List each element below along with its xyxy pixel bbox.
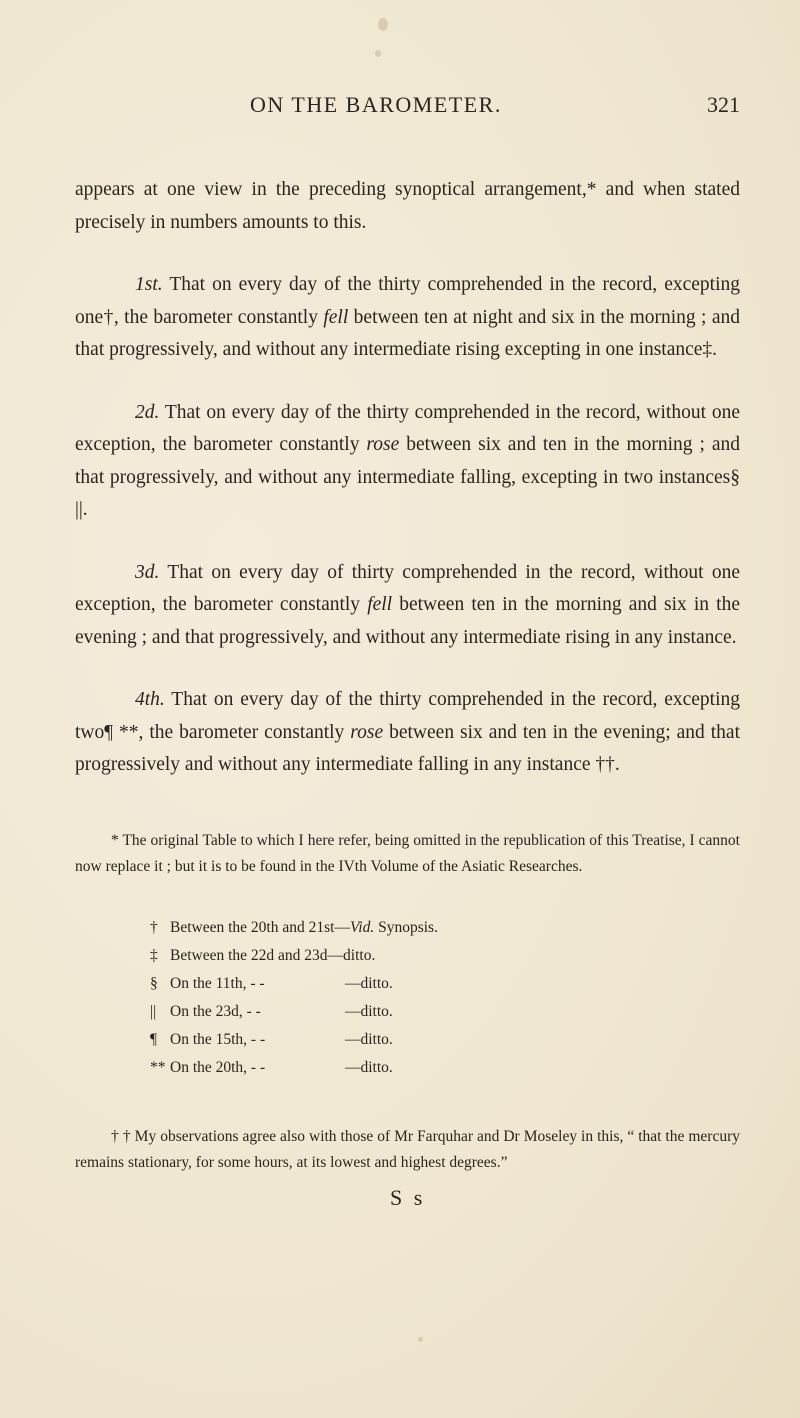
footnote-observations: † † My observations agree also with those of Mr Farquhar and Dr Moseley in this, “ that the mercury remains stationary, for some hours, at its lowest and highest degrees.” [75, 1128, 740, 1171]
footnote-ref-italic: Vid. [349, 919, 375, 936]
finding-paragraph-4 [75, 684, 740, 782]
footnote-row [150, 942, 438, 970]
finding-number: 2d. [135, 401, 160, 423]
footnote-dash: — [345, 1059, 361, 1076]
footnote-ref-text: ditto. [360, 1003, 393, 1020]
footnote-list [150, 914, 438, 1082]
footnote-row [150, 998, 438, 1026]
finding-paragraph-1 [75, 269, 740, 367]
finding-number: 3d. [135, 561, 160, 583]
finding-text: between six and ten in the evening; and that progressively and without any intermediate falling in any instance ††. [75, 721, 740, 775]
footnote-place: Between the 20th and 21st [170, 919, 335, 936]
footnote-mark: || [150, 1003, 157, 1020]
footnote-mark: ** [150, 1059, 166, 1076]
footnote-row [150, 1026, 438, 1054]
signature-mark: S s [390, 1185, 426, 1210]
page-header [80, 92, 740, 128]
finding-number: 1st. [135, 274, 163, 295]
running-title: ON THE BAROMETER. [250, 92, 502, 117]
foxing-spot [418, 1337, 423, 1342]
footnote-mark: ¶ [150, 1031, 158, 1048]
footnote-ref [328, 942, 376, 970]
footnote-ref-text: ditto. [360, 975, 393, 992]
foxing-spot [375, 50, 381, 57]
finding-paragraph-2 [75, 397, 740, 527]
finding-emphasis: fell [323, 306, 349, 328]
footnote-dash: — [327, 947, 344, 964]
footnote-ref-text: ditto. [360, 1059, 393, 1076]
intro-paragraph: appears at one view in the preceding synoptical arrangement,* and when stated precisely in numbers amounts to this. [75, 179, 740, 233]
footnote-dash: — [345, 1003, 361, 1020]
finding-paragraph-3 [75, 557, 740, 655]
footnote-ref-text: Synopsis. [374, 919, 438, 936]
footnote-mark: † [150, 919, 158, 936]
footnote-row [150, 970, 438, 998]
finding-text: That on every day of the thirty comprehended in the record, without one exception, the barometer constantly [75, 401, 740, 455]
footnote-place: On the 11th, - - [170, 975, 265, 992]
main-text [75, 174, 740, 812]
footnote-ref [345, 970, 393, 998]
footnote-place: On the 23d, - - [170, 1003, 261, 1020]
footnote-ref [345, 998, 393, 1026]
finding-text: That on every day of the thirty comprehended in the record, excepting one†, the barometer constantly [75, 274, 740, 328]
finding-emphasis: rose [366, 434, 400, 455]
finding-text: That on every day of the thirty comprehended in the record, excepting two¶ **, the barometer constantly [75, 689, 740, 743]
footnote-ref [345, 1054, 393, 1082]
footnote-place: Between the 22d and 23d [170, 947, 328, 964]
footnote-dash: — [345, 975, 361, 992]
footnote-ref [345, 1026, 393, 1054]
footnote-dash: — [334, 919, 350, 936]
foxing-spot [378, 18, 388, 31]
footnote-place: On the 20th, - - [170, 1059, 266, 1076]
footnote-ref-text: ditto. [343, 947, 376, 964]
finding-text: between ten in the morning and six in the evening ; and that progressively, and without any intermediate rising in any instance. [75, 594, 740, 648]
finding-text: between six and ten in the morning ; and that progressively, and without any intermediate falling, excepting in two instances§ ||. [75, 434, 740, 520]
footnote-mark: § [150, 975, 158, 992]
finding-emphasis: rose [350, 721, 384, 743]
footnote-dash: — [345, 1031, 361, 1048]
footnote-mark: ‡ [150, 947, 158, 964]
footnote-place: On the 15th, - - [170, 1031, 266, 1048]
finding-text: That on every day of thirty comprehended in the record, without one exception, the barometer constantly [75, 561, 740, 615]
footnote-row [150, 1054, 438, 1082]
footnote-ref [334, 914, 438, 942]
footnote-row [150, 914, 438, 942]
footnote-table-reference: * The original Table to which I here refer, being omitted in the republication of this Treatise, I cannot now replace it ; but it is to be found in the IVth Volume of the Asiatic Researches. [75, 832, 740, 875]
finding-text: between ten at night and six in the morning ; and that progressively, and without any intermediate rising excepting in one instance‡. [75, 306, 741, 360]
page-number: 321 [707, 92, 740, 117]
footnote-ref-text: ditto. [360, 1031, 393, 1048]
finding-emphasis: fell [367, 594, 393, 615]
finding-number: 4th. [135, 689, 165, 710]
